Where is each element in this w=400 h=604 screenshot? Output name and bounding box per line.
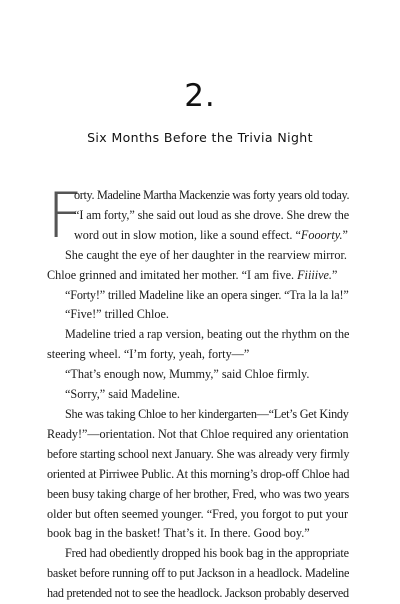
text-line: book bag in the basket! That’s it. In there. Good boy.” <box>47 526 310 541</box>
chapter-number: 2. <box>184 78 216 114</box>
text-line: “Forty!” trilled Madeline like an opera singer. “Tra la la la!” <box>65 287 349 302</box>
chapter-title: Six Months Before the Trivia Night <box>87 130 313 145</box>
text-line: She was taking Chloe to her kindergarten—“Let’s Get Kindy <box>65 406 349 421</box>
text-line: had pretended not to see the headlock. Jackson probably deserved <box>47 586 349 601</box>
drop-cap: F <box>47 179 83 252</box>
text-line: steering wheel. “I’m forty, yeah, forty—” <box>47 347 250 362</box>
text-line: “I am forty,” she said out loud as she drove. She drew the <box>74 207 350 222</box>
text-line: “Sorry,” said Madeline. <box>65 387 180 402</box>
text-line: Ready!”—orientation. Not that Chloe required any orientation <box>47 426 349 441</box>
chapter-body <box>47 179 350 604</box>
text-line: been busy taking charge of her brother, Fred, who was two years <box>47 486 350 501</box>
text-line: “Five!” trilled Chloe. <box>65 307 169 322</box>
text-line: “That’s enough now, Mummy,” said Chloe firmly. <box>65 367 310 382</box>
text-line: She caught the eye of her daughter in the rearview mirror. <box>65 247 347 262</box>
text-line: Chloe grinned and imitated her mother. “I am five. Fiiiive.” <box>47 267 338 282</box>
text-line: before starting school next January. She was already very firmly <box>47 446 350 461</box>
text-line: Fred had obediently dropped his book bag in the appropriate <box>65 546 349 561</box>
text-line: word out in slow motion, like a sound effect. “Fooorty.” <box>74 227 348 242</box>
italic-word: Fiiiive. <box>297 267 332 282</box>
text-line: Madeline tried a rap version, beating out the rhythm on the <box>65 327 350 342</box>
text-line: older but often seemed younger. “Fred, you forgot to put your <box>47 506 349 521</box>
text-line: oriented at Pirriwee Public. At this morning’s drop-off Chloe had <box>47 466 350 481</box>
text-line: orty. Madeline Martha Mackenzie was forty years old today. <box>74 188 350 202</box>
text-line: basket before running off to put Jackson in a headlock. Madeline <box>47 566 350 581</box>
italic-word: Fooorty. <box>300 227 343 242</box>
